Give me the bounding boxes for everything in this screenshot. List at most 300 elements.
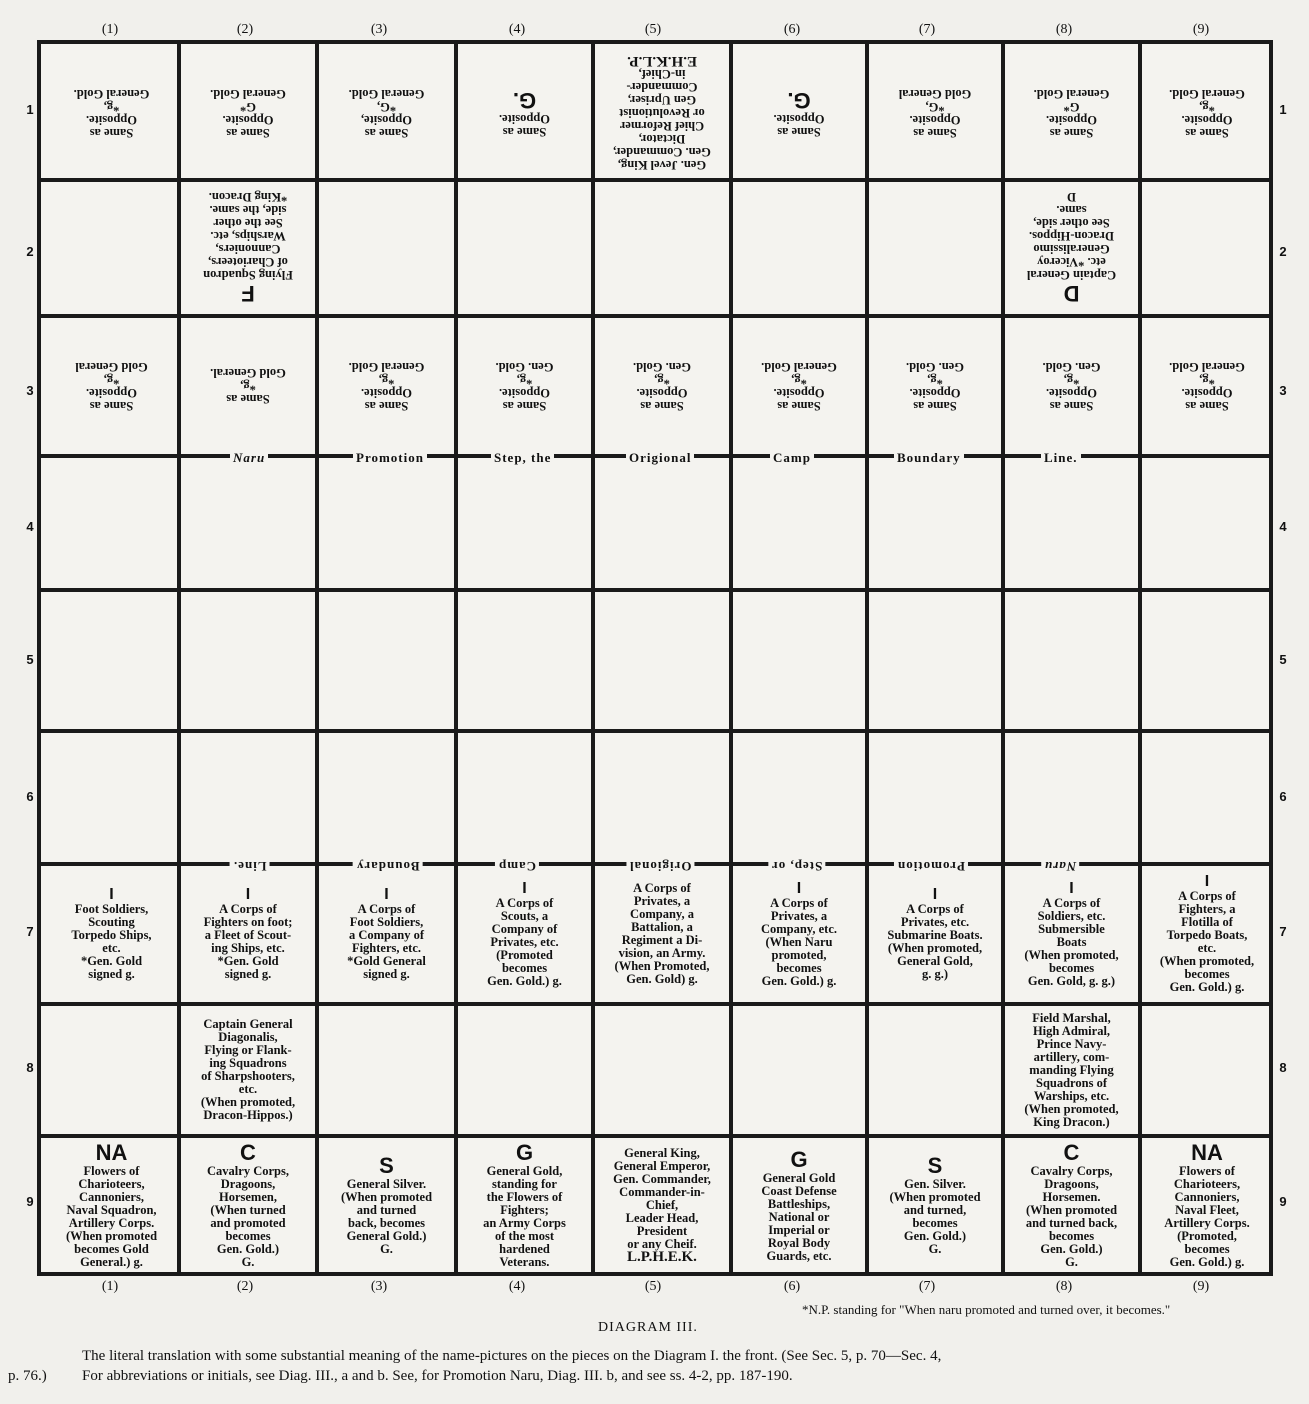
cell-line-l4: General Gold. [761, 360, 837, 374]
opponent-pawn-cell [1142, 318, 1272, 454]
cell-line-l2: Dragoons, [1044, 1177, 1099, 1191]
opponent-pawn-cell [1005, 318, 1138, 454]
cell-line-l4: National or [768, 1209, 830, 1224]
opponent-piece-cell [1142, 48, 1272, 178]
cell-line-l5: Regiment a Di- [621, 933, 703, 947]
cell-line-l2: Opposite. [909, 113, 961, 127]
cell-line-l4: Commander-in- [619, 1184, 705, 1199]
cell-line-l7: (When promoted, [200, 1095, 296, 1109]
pawn-cell [733, 866, 865, 1002]
cell-line-l1: A Corps of [357, 902, 416, 916]
cell-line-l7: Warships, etc. [1033, 1088, 1110, 1103]
opponent-piece-cell [458, 48, 591, 178]
cell-line-l4: Chief Reformer [619, 119, 705, 134]
cell-line-l3: Battleships, [767, 1196, 831, 1211]
cell-line-l6: (When promoted, [1159, 954, 1255, 968]
grid-vertical-line [591, 44, 595, 1272]
pawn-cell [319, 866, 454, 1002]
cell-line-l3: *G, [376, 100, 397, 114]
opponent-piece-cell [46, 48, 177, 178]
opponent-captain-general-cell [1005, 182, 1138, 314]
column-number: (7) [918, 22, 936, 37]
cell-line-l3: Dictator, [638, 132, 686, 147]
cell-line-l3: G* [240, 100, 256, 114]
cell-line-l2: Foot Soldiers, [349, 915, 424, 929]
cell-line-l5: Gen. Gold.) [903, 1229, 967, 1243]
row-number: 2 [26, 244, 34, 259]
cell-line-l8: G. [1065, 1255, 1078, 1269]
cell-line-l2: Charioteers, [78, 1177, 145, 1191]
row-number: 9 [26, 1194, 34, 1209]
cell-line-l4: artillery, com- [1033, 1049, 1110, 1064]
cell-line-l3: *g, [654, 373, 670, 387]
cell-line-l6: signed g. [363, 967, 410, 981]
cell-line-l2: standing for [492, 1177, 557, 1191]
cell-line-l2: General Emperor, [613, 1158, 711, 1173]
cell-line-l4: General Gold. [348, 87, 425, 101]
cell-line-l3: Torpedo Ships, [71, 928, 152, 942]
column-number: (2) [236, 1279, 254, 1294]
column-number: (7) [918, 1279, 936, 1294]
cell-line-l3: a Fleet of Scout- [204, 928, 292, 942]
cell-line-l2: Opposite. [85, 113, 138, 127]
back-rank-piece-cell [1005, 1138, 1138, 1272]
promotion-zone-label: Boundary [353, 859, 423, 873]
opponent-piece-cell [869, 48, 1001, 178]
cell-line-l3: Cannoniers, [1174, 1190, 1240, 1204]
cell-line-l8: Gen. Gold.) g. [1169, 980, 1245, 994]
grid-vertical-line [729, 44, 733, 1272]
cell-line-l5: Dracon-Hippos. [1028, 229, 1115, 244]
cell-line-l4: General Gold. [73, 87, 150, 101]
cell-line-l6: Squadrons of [1036, 1075, 1107, 1090]
pawn-glyph: I [245, 886, 251, 903]
cell-line-l1: Same as [89, 399, 134, 413]
cell-line-l4: (When Naru [765, 934, 833, 949]
cell-line-l2: Opposite. [222, 113, 274, 127]
opponent-pawn-cell [181, 318, 315, 454]
cell-line-l7: becomes [1184, 967, 1230, 981]
piece-glyph: C [240, 1140, 256, 1165]
cell-line-l3: *g, [1063, 373, 1080, 387]
cell-line-l2: Opposite. [1181, 113, 1233, 127]
cell-line-l4: Gen. Gold. [1042, 360, 1101, 374]
column-number: (6) [783, 22, 801, 37]
grid-vertical-line [454, 44, 458, 1272]
cell-line-l6: signed g. [224, 967, 272, 981]
cell-line-l5: General Gold.) [346, 1229, 427, 1243]
opponent-pawn-cell [869, 318, 1001, 454]
cell-line-l5: of Sharpshooters, [201, 1069, 295, 1083]
back-rank-piece-cell [46, 1138, 177, 1272]
cell-line-l3: Submarine Boats. [887, 928, 983, 942]
cell-line-l3: Cannoniers, [79, 1190, 144, 1204]
cell-line-l1: A Corps of [770, 895, 828, 910]
cell-line-l1: F [241, 281, 255, 307]
cell-line-l2: Opposite. [85, 386, 138, 400]
pawn-cell [595, 866, 729, 1002]
cell-line-l3: *g, [1199, 100, 1215, 114]
cell-line-l1: Same as [226, 392, 270, 407]
cell-line-l5: and turned back, [1025, 1216, 1118, 1230]
cell-line-l8: D [1066, 190, 1077, 205]
piece-glyph: NA [1191, 1140, 1223, 1165]
cell-line-l3: *g, [103, 373, 120, 387]
cell-line-l5: an Army Corps [483, 1216, 566, 1230]
cell-line-l7: becomes Gold [74, 1242, 149, 1256]
cell-line-l5: promoted, [771, 947, 827, 962]
cell-line-l7: hardened [499, 1242, 550, 1256]
cell-line-l9: E.H.K.L.P. [627, 53, 697, 70]
cell-line-l2: Soldiers, etc. [1037, 908, 1106, 923]
promotion-zone-label: Promotion [894, 859, 968, 873]
cell-line-l8: G. [241, 1255, 255, 1269]
piece-glyph: G [790, 1146, 808, 1172]
cell-line-l2: Opposite. [773, 386, 825, 400]
cell-line-l2: Opposite. [909, 386, 961, 400]
cell-line-l4: ing Ships, etc. [211, 941, 285, 955]
cell-line-l1: A Corps of [906, 902, 964, 916]
cell-line-l3: of Charioteers, [208, 255, 288, 270]
row-number: 6 [26, 789, 34, 804]
cell-line-l1: D [1063, 281, 1080, 307]
description-line-2: For abbreviations or initials, see Diag. III., a and b. See, for Promotion Naru, Diag. III. b, and see ss. 4-2, pp. 187-190. [82, 1368, 793, 1384]
cell-line-l2: *g, [240, 379, 256, 394]
field-marshal-cell [1005, 1006, 1138, 1134]
cell-line-l1: Same as [364, 126, 409, 140]
cell-line-l7: Gen. Gold.) [216, 1242, 280, 1256]
cell-line-l1: Flowers of [1179, 1164, 1235, 1178]
cell-line-l4: Privates, etc. [490, 934, 559, 949]
cell-line-l5: *Gold General [347, 954, 426, 968]
pawn-cell [1005, 866, 1138, 1002]
cell-line-l4: General Gold. [1169, 360, 1245, 374]
cell-line-l4: (When promoted, [887, 941, 983, 955]
back-rank-piece-cell [458, 1138, 591, 1272]
cell-line-l1: General King, [624, 1145, 700, 1160]
cell-line-l2: Fighters, a [1178, 902, 1236, 916]
cell-line-l6: becomes [776, 960, 822, 975]
opponent-pawn-cell [733, 318, 865, 454]
promotion-zone-label: Line. [230, 859, 270, 873]
cell-line-l1: General Silver. [346, 1177, 427, 1191]
grid-horizontal-line [41, 729, 1269, 733]
cell-line-l6: (Promoted, [1177, 1229, 1237, 1243]
promotion-zone-label: Camp [495, 859, 539, 873]
cell-line-l6: vision, an Army. [618, 946, 706, 960]
cell-line-l4: (When turned [210, 1203, 286, 1217]
cell-line-l1: Same as [1185, 126, 1229, 140]
cell-line-l8: *King Dracon. [208, 190, 288, 205]
promotion-zone-label: Line. [1041, 451, 1081, 465]
grid-horizontal-line [41, 588, 1269, 592]
opponent-piece-cell [595, 48, 729, 178]
opponent-piece-cell [319, 48, 454, 178]
cell-line-l7: Gen. Gold.) g. [761, 973, 837, 988]
row-number: 6 [1279, 789, 1287, 804]
cell-line-l4: Naval Fleet, [1175, 1203, 1239, 1217]
cell-line-l3: Gold General. [210, 366, 286, 381]
cell-line-l4: Boats [1056, 934, 1087, 949]
cell-line-l2: Opposite. [773, 112, 825, 126]
cell-line-l3: Horsemen, [219, 1190, 277, 1204]
row-number: 4 [26, 519, 34, 534]
cell-line-l7: President [636, 1223, 688, 1238]
row-number: 9 [1279, 1194, 1287, 1209]
cell-line-l6: becomes [501, 960, 548, 975]
cell-line-l3: Submersible [1038, 921, 1105, 936]
cell-line-l2: Privates, etc. [900, 915, 970, 929]
pawn-cell [869, 866, 1001, 1002]
cell-line-l4: becomes [912, 1216, 958, 1230]
column-number: (5) [644, 1279, 662, 1294]
cell-line-l1: A Corps of [219, 902, 277, 916]
cell-line-l2: Charioteers, [1173, 1177, 1241, 1191]
grid-vertical-line [865, 44, 869, 1272]
cell-line-l3: G* [1063, 100, 1080, 114]
row-number: 5 [1279, 652, 1287, 667]
cell-line-l5: Chief, [645, 1197, 679, 1212]
piece-glyph: S [379, 1153, 394, 1178]
cell-line-l1: Same as [777, 125, 821, 139]
column-number: (3) [370, 1279, 388, 1294]
row-number: 7 [1279, 924, 1287, 939]
cell-line-l5: Warships, etc. [210, 229, 286, 244]
cell-line-l3: G. [512, 88, 537, 113]
cell-line-l1: A Corps of [1178, 889, 1236, 903]
shogi-board-grid [37, 40, 1273, 1276]
pawn-glyph: I [109, 886, 114, 903]
cell-line-l3: *G, [925, 100, 945, 114]
cell-line-l8: Dracon-Hippos.) [203, 1108, 293, 1122]
cell-line-l2: High Admiral, [1032, 1023, 1111, 1038]
opponent-pawn-cell [319, 318, 454, 454]
cell-line-l2: Opposite. [1045, 113, 1098, 127]
cell-line-l1: Same as [1049, 126, 1094, 140]
row-number: 8 [26, 1060, 34, 1075]
cell-line-l2: Opposite. [1181, 386, 1233, 400]
row-number: 3 [1279, 383, 1287, 398]
captain-general-cell [181, 1006, 315, 1134]
cell-line-l3: Company, etc. [760, 921, 838, 936]
cell-line-l3: *g, [516, 373, 533, 387]
cell-line-l1: A Corps of [633, 881, 691, 895]
cell-line-l8: General.) g. [80, 1255, 143, 1269]
cell-line-l1: Same as [502, 125, 547, 139]
cell-line-l2: Dragoons, [220, 1177, 276, 1191]
cell-line-l4: General Gold. [348, 360, 425, 374]
cell-line-l3: the Flowers of [486, 1190, 563, 1204]
cell-line-l3: and turned, [903, 1203, 967, 1217]
cell-line-l8: Gen. Gold.) g. [1169, 1255, 1245, 1269]
cell-line-l2: Opposite. [498, 112, 551, 126]
cell-line-l1: Same as [1185, 399, 1229, 413]
column-number: (8) [1055, 22, 1073, 37]
cell-line-l6: becomes [225, 1229, 271, 1243]
back-rank-piece-cell [1142, 1138, 1272, 1272]
promotion-zone-label: Promotion [353, 451, 427, 465]
cell-line-l2: Gen. Commander, [613, 145, 711, 160]
promotion-zone-label: Step, the [491, 451, 554, 465]
cell-line-l7: Guards, etc. [766, 1248, 832, 1263]
promotion-zone-label: Camp [770, 451, 814, 465]
cell-line-l4: Generalissimo [1033, 242, 1110, 257]
diagram-caption: DIAGRAM III. [598, 1320, 698, 1335]
cell-line-l4: Gold General [898, 87, 972, 101]
cell-line-l4: Fighters; [500, 1203, 549, 1217]
cell-line-l3: Company of [491, 921, 558, 936]
cell-line-l3: *g, [1199, 373, 1215, 387]
cell-line-l1: General Gold [762, 1170, 836, 1185]
promotion-zone-label: Origional [626, 451, 694, 465]
cell-line-l5: manding Flying [1029, 1062, 1114, 1077]
cell-line-l4: General Gold. [210, 87, 286, 101]
cell-line-l7: same. [1056, 203, 1087, 218]
cell-line-l4: (When promoted [1025, 1203, 1118, 1217]
cell-line-l7: Gen. Gold.) [1040, 1242, 1103, 1256]
cell-line-l1: Cavalry Corps, [1030, 1164, 1113, 1178]
opponent-pawn-cell [46, 318, 177, 454]
cell-line-l5: or Revolutionist [619, 106, 705, 121]
back-rank-piece-cell [319, 1138, 454, 1272]
cell-line-l2: Coast Defense [761, 1183, 837, 1198]
back-rank-piece-cell [869, 1138, 1001, 1272]
cell-line-l8: Veterans. [499, 1255, 550, 1269]
cell-line-l1: Same as [913, 399, 957, 413]
cell-line-l6: becomes [1048, 1229, 1095, 1243]
cell-line-l9: L.P.H.E.K. [627, 1248, 697, 1265]
row-number: 3 [26, 383, 34, 398]
row-number: 7 [26, 924, 34, 939]
description-page-ref: p. 76.) [8, 1368, 47, 1384]
cell-line-l1: Same as [502, 399, 547, 413]
cell-line-l2: Fighters on foot; [203, 915, 293, 929]
cell-line-l4: Cannoniers, [215, 242, 281, 257]
opponent-pawn-cell [595, 318, 729, 454]
cell-line-l1: A Corps of [495, 895, 554, 910]
column-number: (4) [508, 1279, 526, 1294]
cell-line-l6: Royal Body [767, 1235, 831, 1250]
cell-line-l2: Scouts, a [500, 908, 549, 923]
cell-line-l1: Same as [640, 399, 684, 413]
cell-line-l5: (When promoted, [1024, 947, 1119, 962]
column-number: (2) [236, 22, 254, 37]
row-number: 1 [1279, 102, 1287, 117]
cell-line-l2: Opposite. [636, 386, 688, 400]
cell-line-l3: Gen. Commander, [613, 1171, 711, 1186]
cell-line-l2: Opposite, [360, 113, 413, 127]
cell-line-l6: becomes [1048, 960, 1095, 975]
footnote: *N.P. standing for "When naru promoted and turned over, it becomes." [802, 1302, 1171, 1317]
column-number: (8) [1055, 1279, 1073, 1294]
opponent-pawn-cell [458, 318, 591, 454]
cell-line-l2: Privates, a [633, 894, 691, 908]
cell-line-l7: side, the same. [209, 203, 287, 218]
piece-glyph: NA [95, 1140, 128, 1165]
cell-line-l1: A Corps of [1042, 895, 1101, 910]
cell-line-l2: (When promoted [889, 1190, 981, 1204]
cell-line-l2: Flying Squadron [203, 268, 293, 283]
cell-line-l2: Opposite. [360, 386, 413, 400]
cell-line-l1: Gen. Silver. [904, 1177, 966, 1191]
column-number: (9) [1192, 1279, 1210, 1294]
opponent-flying-squadron-cell [181, 182, 315, 314]
cell-line-l8: or any Cheif. [627, 1236, 697, 1251]
cell-line-l4: etc. [102, 941, 121, 955]
cell-line-l3: Company, a [630, 907, 694, 921]
cell-line-l3: *g, [103, 100, 120, 114]
cell-line-l5: *Gen. Gold [217, 954, 279, 968]
back-rank-piece-cell [733, 1138, 865, 1272]
pawn-glyph: I [932, 886, 938, 903]
column-number: (4) [508, 22, 526, 37]
description-line-1: The literal translation with some substantial meaning of the name-pictures on the pieces on the Diagram I. the front. (See Sec. 5, p. 70—Sec. 4, [82, 1348, 942, 1364]
cell-line-l5: etc. [1197, 941, 1217, 955]
row-number: 8 [1279, 1060, 1287, 1075]
cell-line-l7: becomes [1184, 1242, 1230, 1256]
pawn-cell [181, 866, 315, 1002]
pawn-glyph: I [1069, 879, 1074, 897]
cell-line-l2: Scouting [88, 915, 135, 929]
cell-line-l3: G. [787, 88, 811, 113]
cell-line-l7: (When Promoted, [614, 959, 710, 973]
column-number: (3) [370, 22, 388, 37]
piece-glyph: S [927, 1153, 943, 1178]
cell-line-l6: G. [928, 1242, 942, 1256]
cell-line-l4: Gold General [75, 360, 148, 374]
cell-line-l1: Same as [226, 126, 270, 140]
cell-line-l2: Diagonalis, [218, 1030, 278, 1044]
column-number: (1) [101, 22, 119, 37]
cell-line-l5: General Gold, [897, 954, 973, 968]
cell-line-l9: King Dracon.) [1033, 1114, 1110, 1129]
cell-line-l6: G. [380, 1242, 393, 1256]
cell-line-l1: Same as [1049, 399, 1094, 413]
cell-line-l1: Captain General [203, 1017, 293, 1031]
cell-line-l8: Gen. Gold) g. [626, 972, 698, 986]
back-rank-piece-cell [595, 1138, 729, 1272]
cell-line-l3: *g, [927, 373, 943, 387]
cell-line-l4: Gen. Gold. [906, 360, 964, 374]
cell-line-l1: Cavalry Corps, [207, 1164, 289, 1178]
cell-line-l2: Opposite. [1045, 386, 1098, 400]
cell-line-l1: Flowers of [83, 1164, 140, 1178]
piece-glyph: C [1063, 1140, 1080, 1165]
promotion-zone-label: Origional [626, 859, 694, 873]
cell-line-l2: Captain General [1026, 268, 1117, 283]
cell-line-l4: Torpedo Boats, [1166, 928, 1248, 942]
cell-line-l3: Horsemen. [1042, 1190, 1101, 1204]
cell-line-l4: Gen. Gold. [633, 360, 691, 374]
cell-line-l4: Battalion, a [631, 920, 693, 934]
promotion-zone-label: Step, or [768, 859, 825, 873]
cell-line-l3: Flotilla of [1181, 915, 1233, 929]
pawn-glyph: I [384, 886, 389, 903]
cell-line-l4: Naval Squadron, [66, 1203, 157, 1217]
cell-line-l6: See other side, [1033, 216, 1110, 231]
cell-line-l3: a Company of [348, 928, 424, 942]
row-number: 5 [26, 652, 34, 667]
column-number: (5) [644, 22, 662, 37]
cell-line-l5: Imperial or [768, 1222, 830, 1237]
cell-line-l3: and turned [356, 1203, 417, 1217]
cell-line-l3: etc. *Viceroy [1037, 255, 1106, 270]
cell-line-l6: (When promoted [65, 1229, 158, 1243]
cell-line-l5: and promoted [210, 1216, 286, 1230]
cell-line-l5: Artillery Corps. [1164, 1216, 1250, 1230]
piece-glyph: G [515, 1140, 534, 1165]
cell-line-l2: (When promoted [340, 1190, 433, 1204]
